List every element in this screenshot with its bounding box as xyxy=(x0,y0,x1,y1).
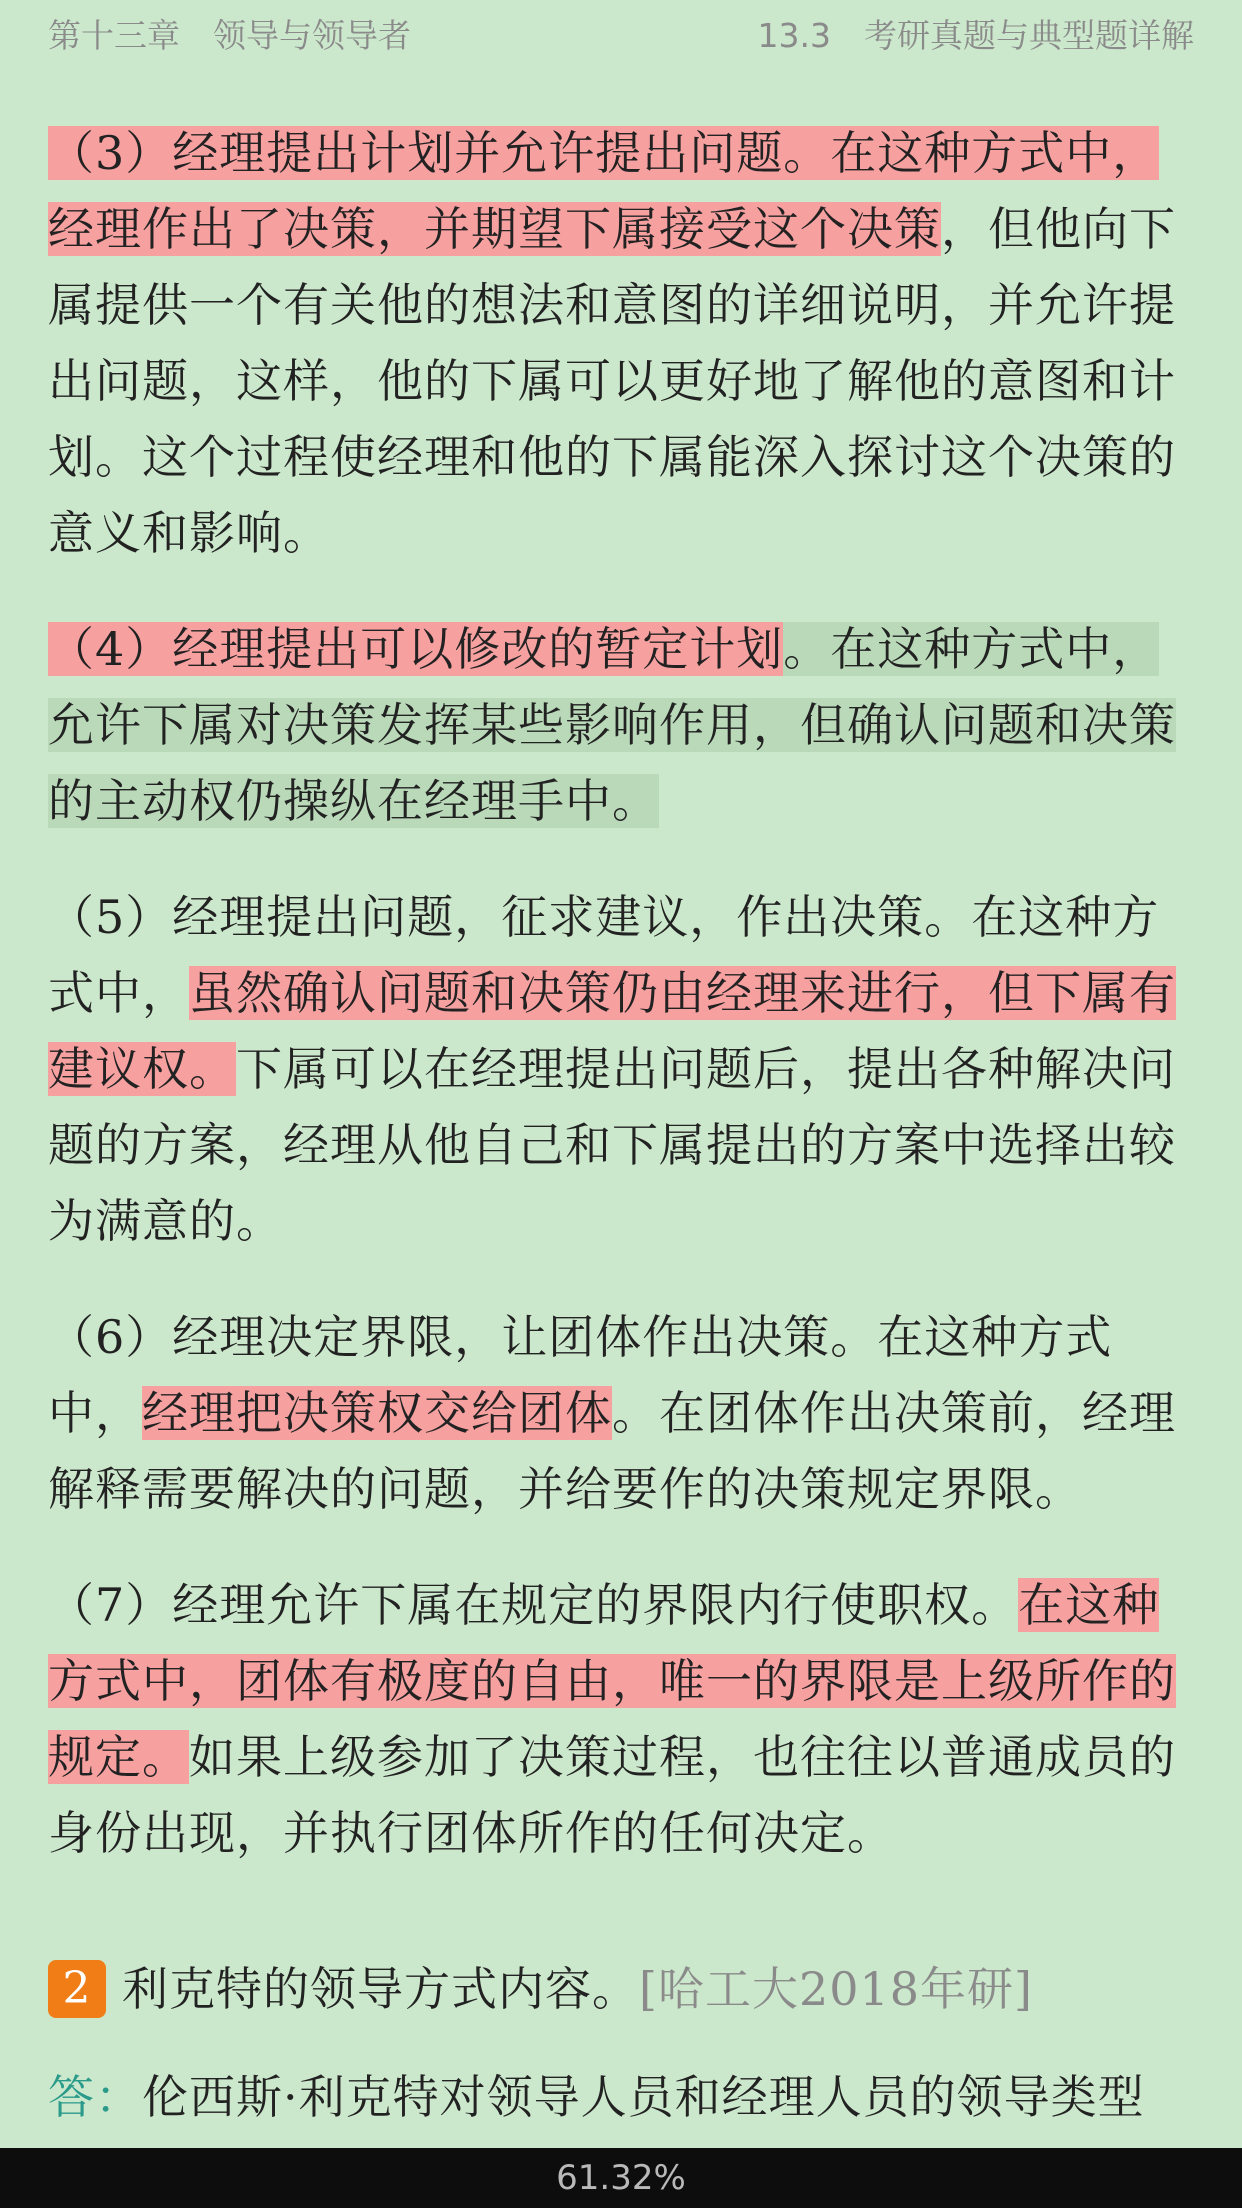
question-heading xyxy=(48,1951,1194,2027)
reading-progress: 61.32% xyxy=(556,2158,686,2198)
question-source: [哈工大2018年研] xyxy=(639,1962,1033,2016)
question-text: 利克特的领导方式内容。 xyxy=(122,1962,639,2016)
paragraph-text: 如果上级参加了决策过程，也往往以普通成员的身份出现，并执行团体所作的任何决定。 xyxy=(48,1730,1176,1860)
highlight-red[interactable]: 在这种方式中，团体有极度的自由，唯一的界限是上级所作的规定。 xyxy=(48,1578,1176,1784)
section-title: 13.3 考研真题与典型题详解 xyxy=(757,16,1194,55)
chapter-title: 第十三章 领导与领导者 xyxy=(48,16,411,55)
paragraph-text: （6）经理决定界限，让团体作出决策。在这种方式中， xyxy=(48,1310,1113,1440)
answer-paragraph xyxy=(48,2059,1194,2135)
answer-label: 答： xyxy=(48,2070,142,2124)
highlight-red[interactable]: （4）经理提出可以修改的暂定计划 xyxy=(48,622,784,676)
highlight-red[interactable]: 经理把决策权交给团体 xyxy=(142,1386,612,1440)
highlight-red[interactable]: （3）经理提出计划并允许提出问题。在这种方式中，经理作出了决策，并期望下属接受这个决策 xyxy=(48,126,1160,256)
paragraph-4 xyxy=(48,611,1194,839)
paragraph-text: 。在团体作出决策前，经理解释需要解决的问题，并给要作的决策规定界限。 xyxy=(48,1386,1176,1516)
highlight-red[interactable]: 虽然确认问题和决策仍由经理来进行，但下属有建议权。 xyxy=(48,966,1176,1096)
reading-progress-bar xyxy=(0,2148,1242,2208)
reading-content xyxy=(48,115,1194,2135)
answer-text: 伦西斯·利克特对领导人员和经理人员的领导类型 xyxy=(142,2070,1145,2124)
paragraph-5 xyxy=(48,879,1194,1259)
paragraph-text: ，但他向下属提供一个有关他的想法和意图的详细说明，并允许提出问题，这样，他的下属可以更好地了解他的意图和计划。这个过程使经理和他的下属能深入探讨这个决策的意义和影响。 xyxy=(48,202,1176,560)
highlight-selection[interactable]: 。在这种方式中，允许下属对决策发挥某些影响作用，但确认问题和决策的主动权仍操纵在经理手中。 xyxy=(48,622,1176,828)
question-number-badge: 2 xyxy=(48,1960,106,2018)
paragraph-text: （7）经理允许下属在规定的界限内行使职权。 xyxy=(48,1578,1019,1632)
paragraph-7 xyxy=(48,1567,1194,1871)
page-header xyxy=(0,0,1242,64)
paragraph-3 xyxy=(48,115,1194,571)
paragraph-text: （5）经理提出问题，征求建议，作出决策。在这种方式中， xyxy=(48,890,1160,1020)
paragraph-text: 下属可以在经理提出问题后，提出各种解决问题的方案，经理从他自己和下属提出的方案中选择出较为满意的。 xyxy=(48,1042,1176,1248)
paragraph-6 xyxy=(48,1299,1194,1527)
